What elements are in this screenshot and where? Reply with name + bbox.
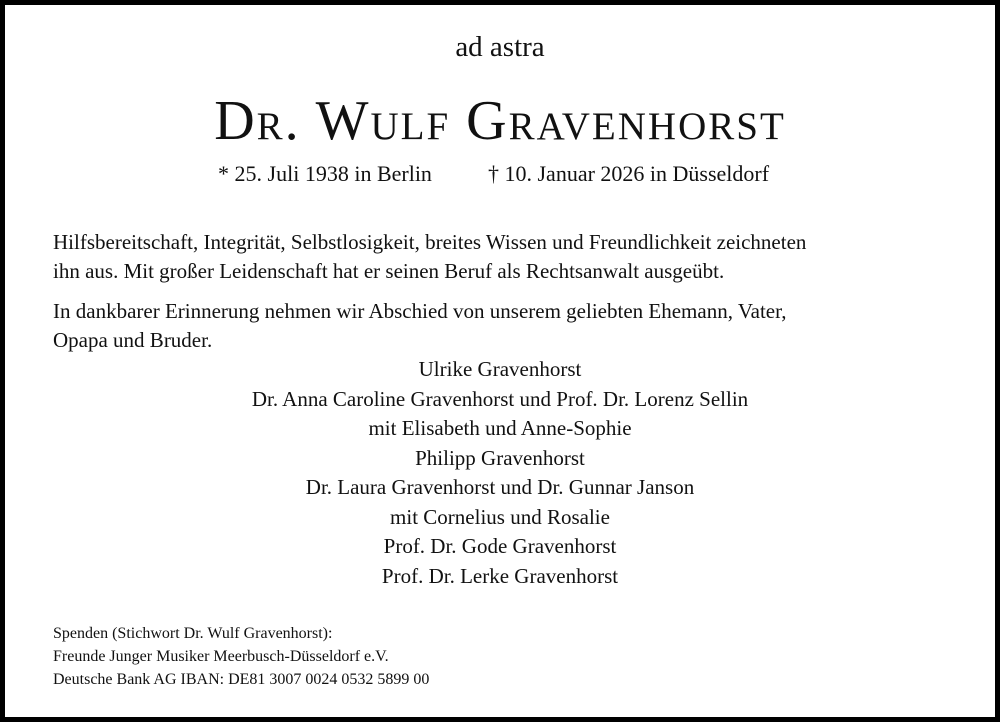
tribute-paragraph [53,228,953,286]
mourner-line: Dr. Laura Gravenhorst und Dr. Gunnar Janson [305,475,695,499]
donation-line-2: Freunde Junger Musiker Meerbusch-Düsseldorf e.V. [53,648,389,665]
mourner-line: Ulrike Gravenhorst [418,357,582,381]
donation-line-1: Spenden (Stichwort Dr. Wulf Gravenhorst): [53,625,333,642]
donation-info [53,622,753,691]
mourner-line: Prof. Dr. Gode Gravenhorst [383,534,617,558]
donation-line-3: Deutsche Bank AG IBAN: DE81 3007 0024 0532 5899 00 [53,671,430,688]
motto: ad astra [455,31,545,63]
tribute-line-1: Hilfsbereitschaft, Integrität, Selbstlosigkeit, breites Wissen und Freundlichkeit zeichneten [53,230,807,254]
farewell-line-2: Opapa und Bruder. [53,328,213,352]
mourner-line: mit Cornelius und Rosalie [390,504,610,529]
mourner-line: Prof. Dr. Lerke Gravenhorst [381,563,619,588]
mourner-line: mit Elisabeth und Anne-Sophie [368,416,632,440]
mourner-line: Philipp Gravenhorst [415,445,585,470]
family-mourners-list [0,355,1000,591]
birth-date: * 25. Juli 1938 in Berlin [218,161,432,186]
tribute-line-2: ihn aus. Mit großer Leidenschaft hat er seinen Beruf als Rechtsanwalt ausgeübt. [53,259,725,283]
deceased-name: Dr. Wulf Gravenhorst [214,90,786,152]
farewell-paragraph [53,297,953,355]
death-date: † 10. Januar 2026 in Düsseldorf [488,161,770,186]
farewell-line-1: In dankbarer Erinnerung nehmen wir Abschied von unserem geliebten Ehemann, Vater, [53,299,787,323]
mourner-line: Dr. Anna Caroline Gravenhorst und Prof. Dr. Lorenz Sellin [251,386,749,411]
